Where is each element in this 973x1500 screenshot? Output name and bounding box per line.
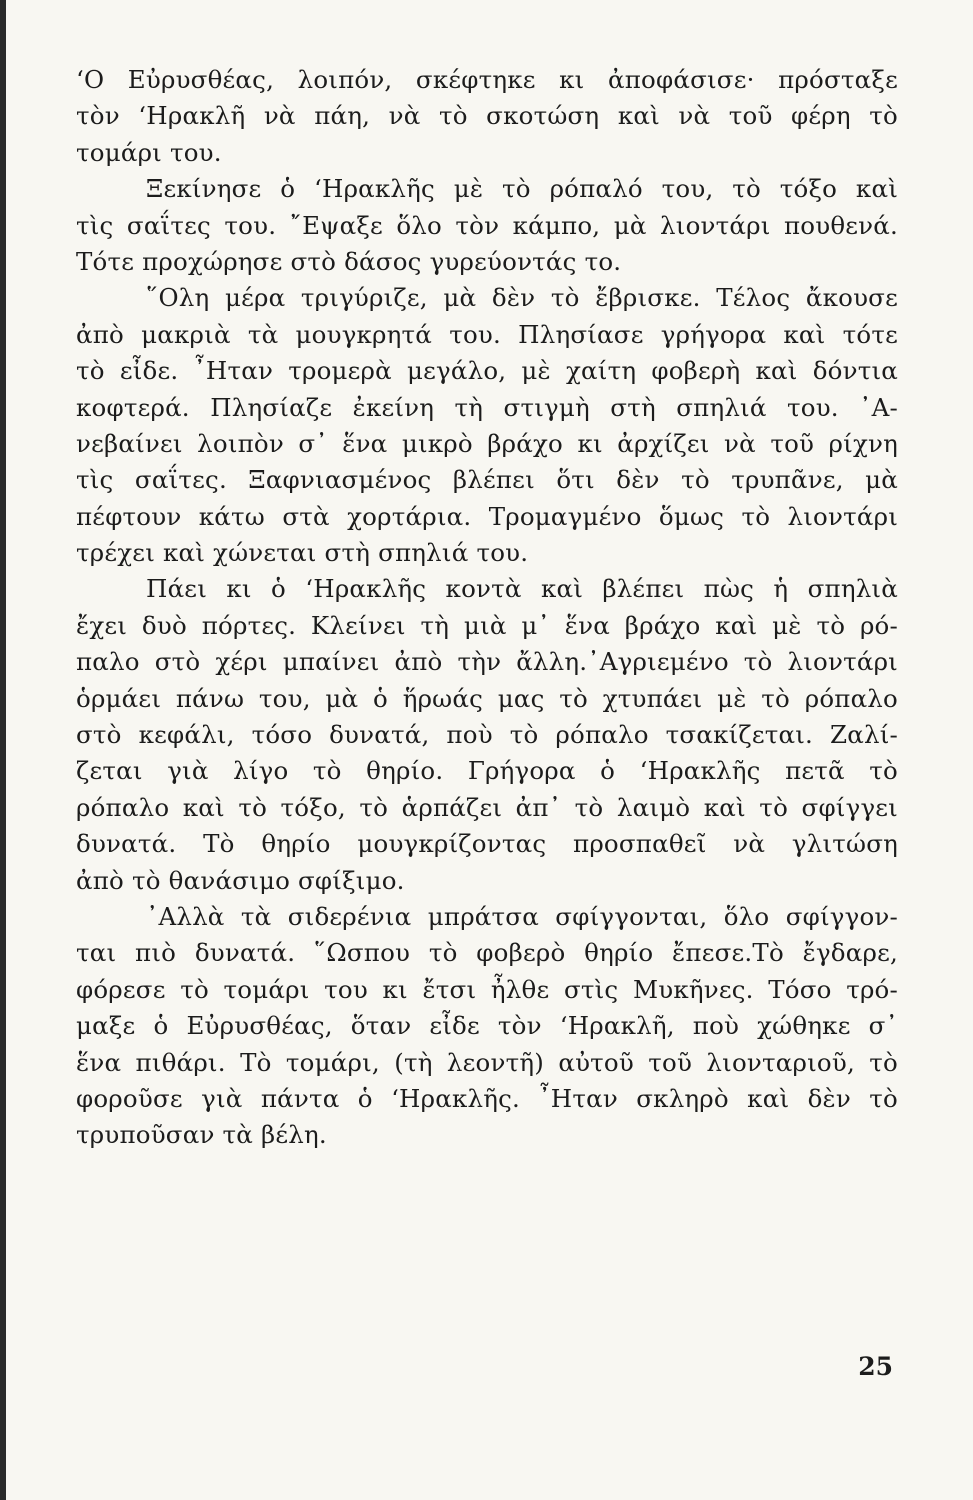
body-text — [76, 62, 898, 1154]
text-line: παλο στὸ χέρι μπαίνει ἀπὸ τὴν ἄλλη.᾿Αγριεμένο τὸ λιοντάρι — [76, 647, 898, 677]
text-line: τρέχει καὶ χώνεται στὴ σπηλιά του. — [76, 538, 529, 568]
text-line: ἀπὸ μακριὰ τὰ μουγκρητά του. Πλησίασε γρήγορα καὶ τότε — [76, 319, 898, 349]
text-line: μαξε ὁ Εὐρυσθέας, ὅταν εἶδε τὸν ‘Ηρακλῆ, ποὺ χώθηκε σ᾿ — [76, 1011, 898, 1041]
text-line: Τότε προχώρησε στὸ δάσος γυρεύοντάς το. — [76, 246, 622, 276]
text-line: τὸ εἶδε. ῏Ηταν τρομερὰ μεγάλο, μὲ χαίτη φοβερὴ καὶ δόντια — [76, 356, 898, 386]
text-line: τὸν ‘Ηρακλῆ νὰ πάη, νὰ τὸ σκοτώση καὶ νὰ τοῦ φέρη τὸ — [76, 101, 898, 131]
text-line: τομάρι του. — [76, 137, 222, 167]
text-line: φοροῦσε γιὰ πάντα ὁ ‘Ηρακλῆς. ῏Ηταν σκληρὸ καὶ δὲν τὸ — [76, 1083, 898, 1113]
text-line: ρόπαλο καὶ τὸ τόξο, τὸ ἁρπάζει ἀπ᾿ τὸ λαιμὸ καὶ τὸ σφίγγει — [76, 792, 898, 822]
text-line: τὶς σαΐτες του. ῎Εψαξε ὅλο τὸν κάμπο, μὰ λιοντάρι πουθενά. — [76, 210, 898, 240]
text-line: κοφτερά. Πλησίαζε ἐκείνη τὴ στιγμὴ στὴ σπηλιά του. ᾿Α- — [76, 392, 898, 422]
text-line: τὶς σαΐτες. Ξαφνιασμένος βλέπει ὅτι δὲν τὸ τρυπᾶνε, μὰ — [76, 465, 898, 495]
text-line: πέφτουν κάτω στὰ χορτάρια. Τρομαγμένο ὅμως τὸ λιοντάρι — [76, 501, 898, 531]
text-line: ται πιὸ δυνατά. ῞Ωσπου τὸ φοβερὸ θηρίο ἔπεσε.Τὸ ἔγδαρε, — [76, 938, 898, 968]
text-line: ‘Ο Εὐρυσθέας, λοιπόν, σκέφτηκε κι ἀποφάσισε· πρόσταξε — [76, 65, 898, 94]
text-line: ζεται γιὰ λίγο τὸ θηρίο. Γρήγορα ὁ ‘Ηρακλῆς πετᾶ τὸ — [76, 756, 898, 786]
text-line: φόρεσε τὸ τομάρι του κι ἔτσι ἦλθε στὶς Μυκῆνες. Τόσο τρό- — [76, 974, 898, 1004]
text-line: ἕνα πιθάρι. Τὸ τομάρι, (τὴ λεοντῆ) αὐτοῦ τοῦ λιονταριοῦ, τὸ — [76, 1047, 898, 1077]
page-number: 25 — [858, 1352, 893, 1381]
text-line: ἀπὸ τὸ θανάσιμο σφίξιμο. — [76, 865, 405, 895]
text-line: ᾿Αλλὰ τὰ σιδερένια μπράτσα σφίγγονται, ὅλο σφίγγον- — [146, 901, 898, 931]
text-line: Πάει κι ὁ ‘Ηρακλῆς κοντὰ καὶ βλέπει πὼς ἡ σπηλιὰ — [146, 574, 898, 604]
text-line: Ξεκίνησε ὁ ‘Ηρακλῆς μὲ τὸ ρόπαλό του, τὸ τόξο καὶ — [146, 174, 898, 204]
text-line: ῞Ολη μέρα τριγύριζε, μὰ δὲν τὸ ἔβρισκε. Τέλος ἄκουσε — [146, 283, 898, 313]
text-line: ἔχει δυὸ πόρτες. Κλείνει τὴ μιὰ μ᾿ ἕνα βράχο καὶ μὲ τὸ ρό- — [76, 610, 898, 640]
text-line: ὁρμάει πάνω του, μὰ ὁ ἥρωάς μας τὸ χτυπάει μὲ τὸ ρόπαλο — [76, 683, 898, 713]
text-line: τρυποῦσαν τὰ βέλη. — [76, 1120, 327, 1150]
text-line: νεβαίνει λοιπὸν σ᾿ ἕνα μικρὸ βράχο κι ἀρχίζει νὰ τοῦ ρίχνη — [76, 428, 898, 458]
page-edge-shadow — [0, 0, 6, 1500]
text-line: δυνατά. Τὸ θηρίο μουγκρίζοντας προσπαθεῖ νὰ γλιτώση — [76, 829, 898, 859]
text-line: στὸ κεφάλι, τόσο δυνατά, ποὺ τὸ ρόπαλο τσακίζεται. Ζαλί- — [76, 720, 898, 750]
